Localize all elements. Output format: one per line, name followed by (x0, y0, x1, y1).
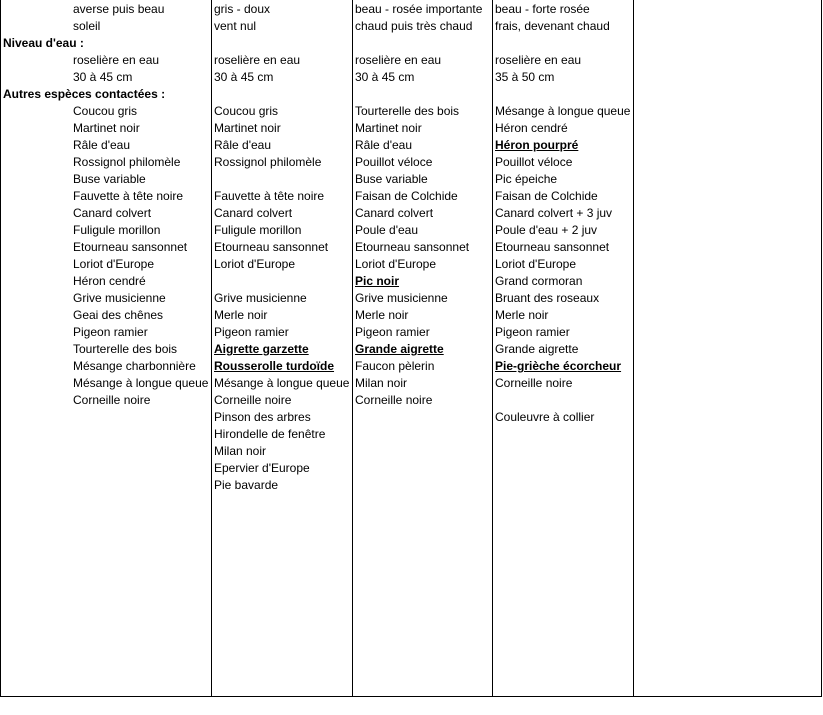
weather-cell: frais, devenant chaud (495, 19, 610, 33)
species-item: Râle d'eau (355, 138, 412, 152)
species-item: Fuligule morillon (214, 223, 302, 237)
species-item: Grive musicienne (214, 291, 307, 305)
species-item: Bruant des roseaux (495, 291, 600, 305)
species-item: Pinson des arbres (214, 410, 311, 424)
water-cell: roselière en eau (214, 53, 301, 67)
species-item-highlight: Héron pourpré (495, 138, 579, 152)
species-item: Grand cormoran (495, 274, 583, 288)
species-item: Pigeon ramier (355, 325, 430, 339)
species-item: Merle noir (495, 308, 549, 322)
species-item: Mésange à longue queue (495, 104, 631, 118)
weather-cell: beau - rosée importante (355, 2, 483, 16)
species-item-highlight: Pie-grièche écorcheur (495, 359, 622, 373)
species-item: Poule d'eau (355, 223, 419, 237)
species-header: Autres espèces contactées : (3, 87, 166, 101)
water-cell: roselière en eau (495, 53, 582, 67)
species-item: Coucou gris (214, 104, 279, 118)
weather-cell: vent nul (214, 19, 257, 33)
species-item: Pic épeiche (495, 172, 558, 186)
species-item: Mésange charbonnière (73, 359, 196, 373)
species-item: Milan noir (214, 444, 267, 458)
species-item: Corneille noire (214, 393, 292, 407)
species-item: Pie bavarde (214, 478, 279, 492)
species-item: Pouillot véloce (495, 155, 573, 169)
species-item: Etourneau sansonnet (73, 240, 188, 254)
water-cell: 35 à 50 cm (495, 70, 555, 84)
water-cell: 30 à 45 cm (73, 70, 133, 84)
column-divider (352, 0, 353, 697)
species-item: Grive musicienne (355, 291, 448, 305)
species-item-highlight: Pic noir (355, 274, 400, 288)
right-border (821, 0, 822, 697)
species-item: Canard colvert (73, 206, 152, 220)
species-item: Martinet noir (214, 121, 281, 135)
species-item: Etourneau sansonnet (214, 240, 329, 254)
species-item-highlight: Rousserolle turdoïde (214, 359, 335, 373)
species-item: Buse variable (355, 172, 428, 186)
species-item: Rossignol philomèle (73, 155, 181, 169)
species-item: Grive musicienne (73, 291, 166, 305)
species-item: Pigeon ramier (214, 325, 289, 339)
species-item: Fuligule morillon (73, 223, 161, 237)
species-item: Faucon pèlerin (355, 359, 435, 373)
species-item: Tourterelle des bois (355, 104, 460, 118)
water-cell: 30 à 45 cm (355, 70, 415, 84)
species-item: Coucou gris (73, 104, 138, 118)
species-item: Martinet noir (73, 121, 140, 135)
column-divider (211, 0, 212, 697)
species-item: Epervier d'Europe (214, 461, 310, 475)
weather-cell: chaud puis très chaud (355, 19, 473, 33)
column-divider (492, 0, 493, 697)
weather-cell: beau - forte rosée (495, 2, 590, 16)
water-cell: roselière en eau (355, 53, 442, 67)
species-item: Pigeon ramier (73, 325, 148, 339)
species-item: Buse variable (73, 172, 146, 186)
species-item: Merle noir (355, 308, 409, 322)
species-item: Geai des chênes (73, 308, 164, 322)
species-item: Pouillot véloce (355, 155, 433, 169)
species-item: Etourneau sansonnet (495, 240, 610, 254)
species-item: Mésange à longue queue (73, 376, 209, 390)
bottom-border (0, 696, 822, 697)
species-item: Râle d'eau (73, 138, 130, 152)
species-item: Canard colvert + 3 juv (495, 206, 613, 220)
species-item: Héron cendré (73, 274, 146, 288)
water-cell: 30 à 45 cm (214, 70, 274, 84)
column-divider (633, 0, 634, 697)
species-item: Loriot d'Europe (214, 257, 296, 271)
species-item: Loriot d'Europe (495, 257, 577, 271)
weather-cell: gris - doux (214, 2, 271, 16)
species-item: Milan noir (355, 376, 408, 390)
species-item: Faisan de Colchide (355, 189, 458, 203)
species-item: Hirondelle de fenêtre (214, 427, 326, 441)
water-level-header: Niveau d'eau : (3, 36, 84, 50)
species-item: Héron cendré (495, 121, 568, 135)
species-item-highlight: Grande aigrette (355, 342, 444, 356)
species-item: Corneille noire (355, 393, 433, 407)
species-item: Mésange à longue queue (214, 376, 350, 390)
species-item: Canard colvert (355, 206, 434, 220)
water-cell: roselière en eau (73, 53, 160, 67)
species-item: Râle d'eau (214, 138, 271, 152)
species-item: Corneille noire (495, 376, 573, 390)
species-item: Faisan de Colchide (495, 189, 598, 203)
species-item: Couleuvre à collier (495, 410, 595, 424)
species-item-highlight: Aigrette garzette (214, 342, 309, 356)
species-item: Loriot d'Europe (355, 257, 437, 271)
species-item: Martinet noir (355, 121, 422, 135)
species-item: Canard colvert (214, 206, 293, 220)
left-border (0, 0, 1, 697)
species-item: Corneille noire (73, 393, 151, 407)
species-item: Merle noir (214, 308, 268, 322)
species-item: Fauvette à tête noire (214, 189, 325, 203)
species-item: Poule d'eau + 2 juv (495, 223, 598, 237)
species-item: Fauvette à tête noire (73, 189, 184, 203)
species-item: Rossignol philomèle (214, 155, 322, 169)
species-item: Grande aigrette (495, 342, 579, 356)
species-item: Pigeon ramier (495, 325, 570, 339)
species-item: Loriot d'Europe (73, 257, 155, 271)
weather-cell: averse puis beau (73, 2, 165, 16)
species-item: Etourneau sansonnet (355, 240, 470, 254)
weather-cell: soleil (73, 19, 101, 33)
species-item: Tourterelle des bois (73, 342, 178, 356)
